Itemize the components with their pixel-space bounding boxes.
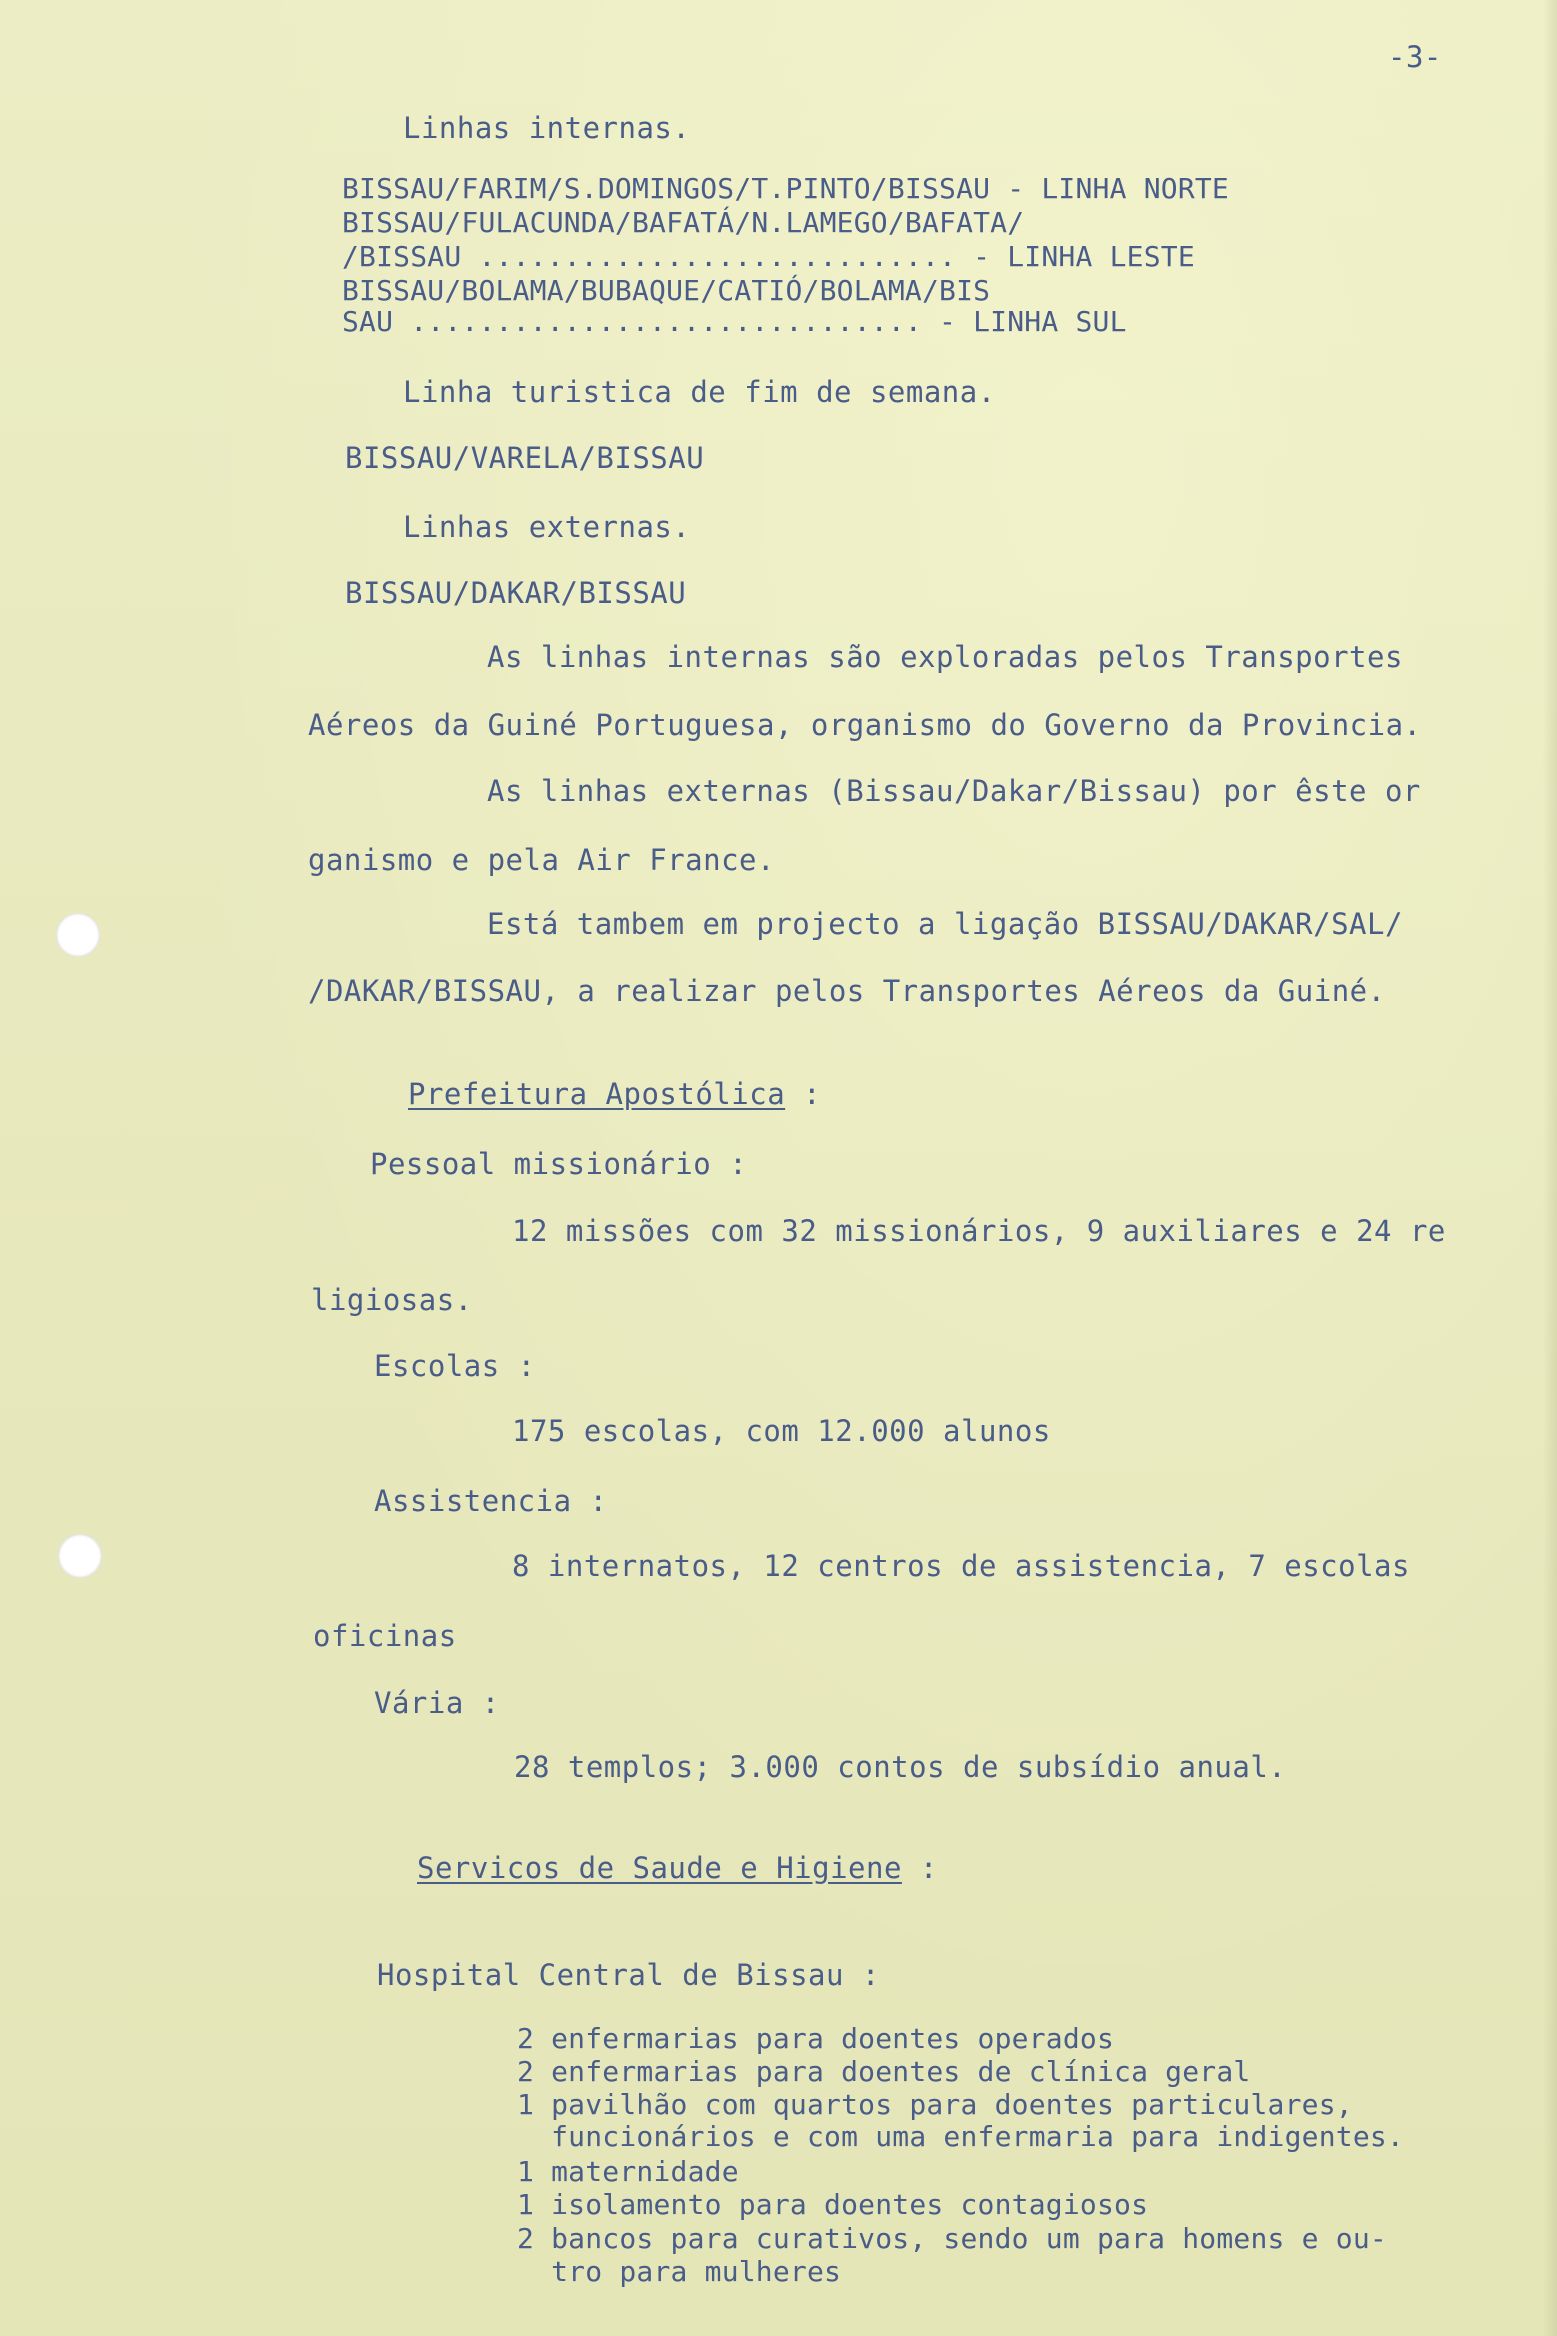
external-lines-heading: Linhas externas.	[403, 510, 691, 544]
hospital-label: Hospital Central de Bissau :	[377, 1958, 880, 1992]
hospital-item: funcionários e com uma enfermaria para indigentes.	[517, 2120, 1404, 2153]
internal-lines-heading: Linhas internas.	[403, 111, 691, 145]
saude-heading	[417, 1851, 938, 1885]
prefeitura-title: Prefeitura Apostólica	[408, 1077, 786, 1111]
pessoal-text-2: ligiosas.	[311, 1283, 473, 1317]
external-route: BISSAU/DAKAR/BISSAU	[345, 576, 687, 610]
hospital-item: 1 pavilhão com quartos para doentes particulares,	[517, 2088, 1353, 2121]
prefeitura-heading	[408, 1077, 821, 1111]
paragraph-internal-lines-2: Aéreos da Guiné Portuguesa, organismo do Governo da Provincia.	[308, 708, 1422, 742]
weekend-line-heading: Linha turistica de fim de semana.	[403, 375, 996, 409]
varia-label: Vária :	[374, 1686, 500, 1720]
assistencia-text-2: oficinas	[313, 1619, 457, 1653]
route-linha-leste-line2: /BISSAU ............................ - LINHA LESTE	[342, 240, 1195, 273]
saude-title: Servicos de Saude e Higiene	[417, 1851, 902, 1885]
hospital-item: tro para mulheres	[517, 2255, 842, 2288]
saude-colon: :	[901, 1851, 938, 1885]
paragraph-internal-lines-1: As linhas internas são exploradas pelos Transportes	[487, 640, 1403, 674]
route-linha-norte: BISSAU/FARIM/S.DOMINGOS/T.PINTO/BISSAU - LINHA NORTE	[342, 172, 1229, 205]
assistencia-text-1: 8 internatos, 12 centros de assistencia, 7 escolas	[512, 1549, 1410, 1583]
punch-hole-top	[56, 913, 100, 957]
hospital-item: 2 bancos para curativos, sendo um para homens e ou-	[517, 2222, 1387, 2255]
prefeitura-colon: :	[785, 1077, 822, 1111]
pessoal-text-1: 12 missões com 32 missionários, 9 auxiliares e 24 re	[512, 1214, 1446, 1248]
route-linha-sul-line1: BISSAU/BOLAMA/BUBAQUE/CATIÓ/BOLAMA/BIS	[342, 274, 991, 307]
route-linha-sul-line2: SAU .............................. - LINHA SUL	[342, 305, 1127, 338]
weekend-route: BISSAU/VARELA/BISSAU	[345, 441, 705, 475]
assistencia-label: Assistencia :	[374, 1484, 608, 1518]
escolas-text: 175 escolas, com 12.000 alunos	[512, 1414, 1051, 1448]
hospital-item: 1 maternidade	[517, 2155, 739, 2188]
punch-hole-bottom	[58, 1534, 102, 1578]
varia-text: 28 templos; 3.000 contos de subsídio anual.	[514, 1750, 1287, 1784]
paragraph-external-lines-2: ganismo e pela Air France.	[308, 843, 775, 877]
page-edge-shadow	[1543, 0, 1557, 2336]
hospital-item: 2 enfermarias para doentes de clínica geral	[517, 2055, 1251, 2088]
escolas-label: Escolas :	[374, 1349, 536, 1383]
route-linha-leste-line1: BISSAU/FULACUNDA/BAFATÁ/N.LAMEGO/BAFATA/	[342, 206, 1025, 239]
paragraph-project-2: /DAKAR/BISSAU, a realizar pelos Transportes Aéreos da Guiné.	[308, 974, 1386, 1008]
paragraph-external-lines-1: As linhas externas (Bissau/Dakar/Bissau) por êste or	[487, 774, 1421, 808]
pessoal-label: Pessoal missionário :	[370, 1147, 748, 1181]
hospital-item: 1 isolamento para doentes contagiosos	[517, 2188, 1149, 2221]
paragraph-project-1: Está tambem em projecto a ligação BISSAU/DAKAR/SAL/	[487, 907, 1403, 941]
hospital-item: 2 enfermarias para doentes operados	[517, 2022, 1115, 2055]
page-number: -3-	[1388, 40, 1442, 74]
